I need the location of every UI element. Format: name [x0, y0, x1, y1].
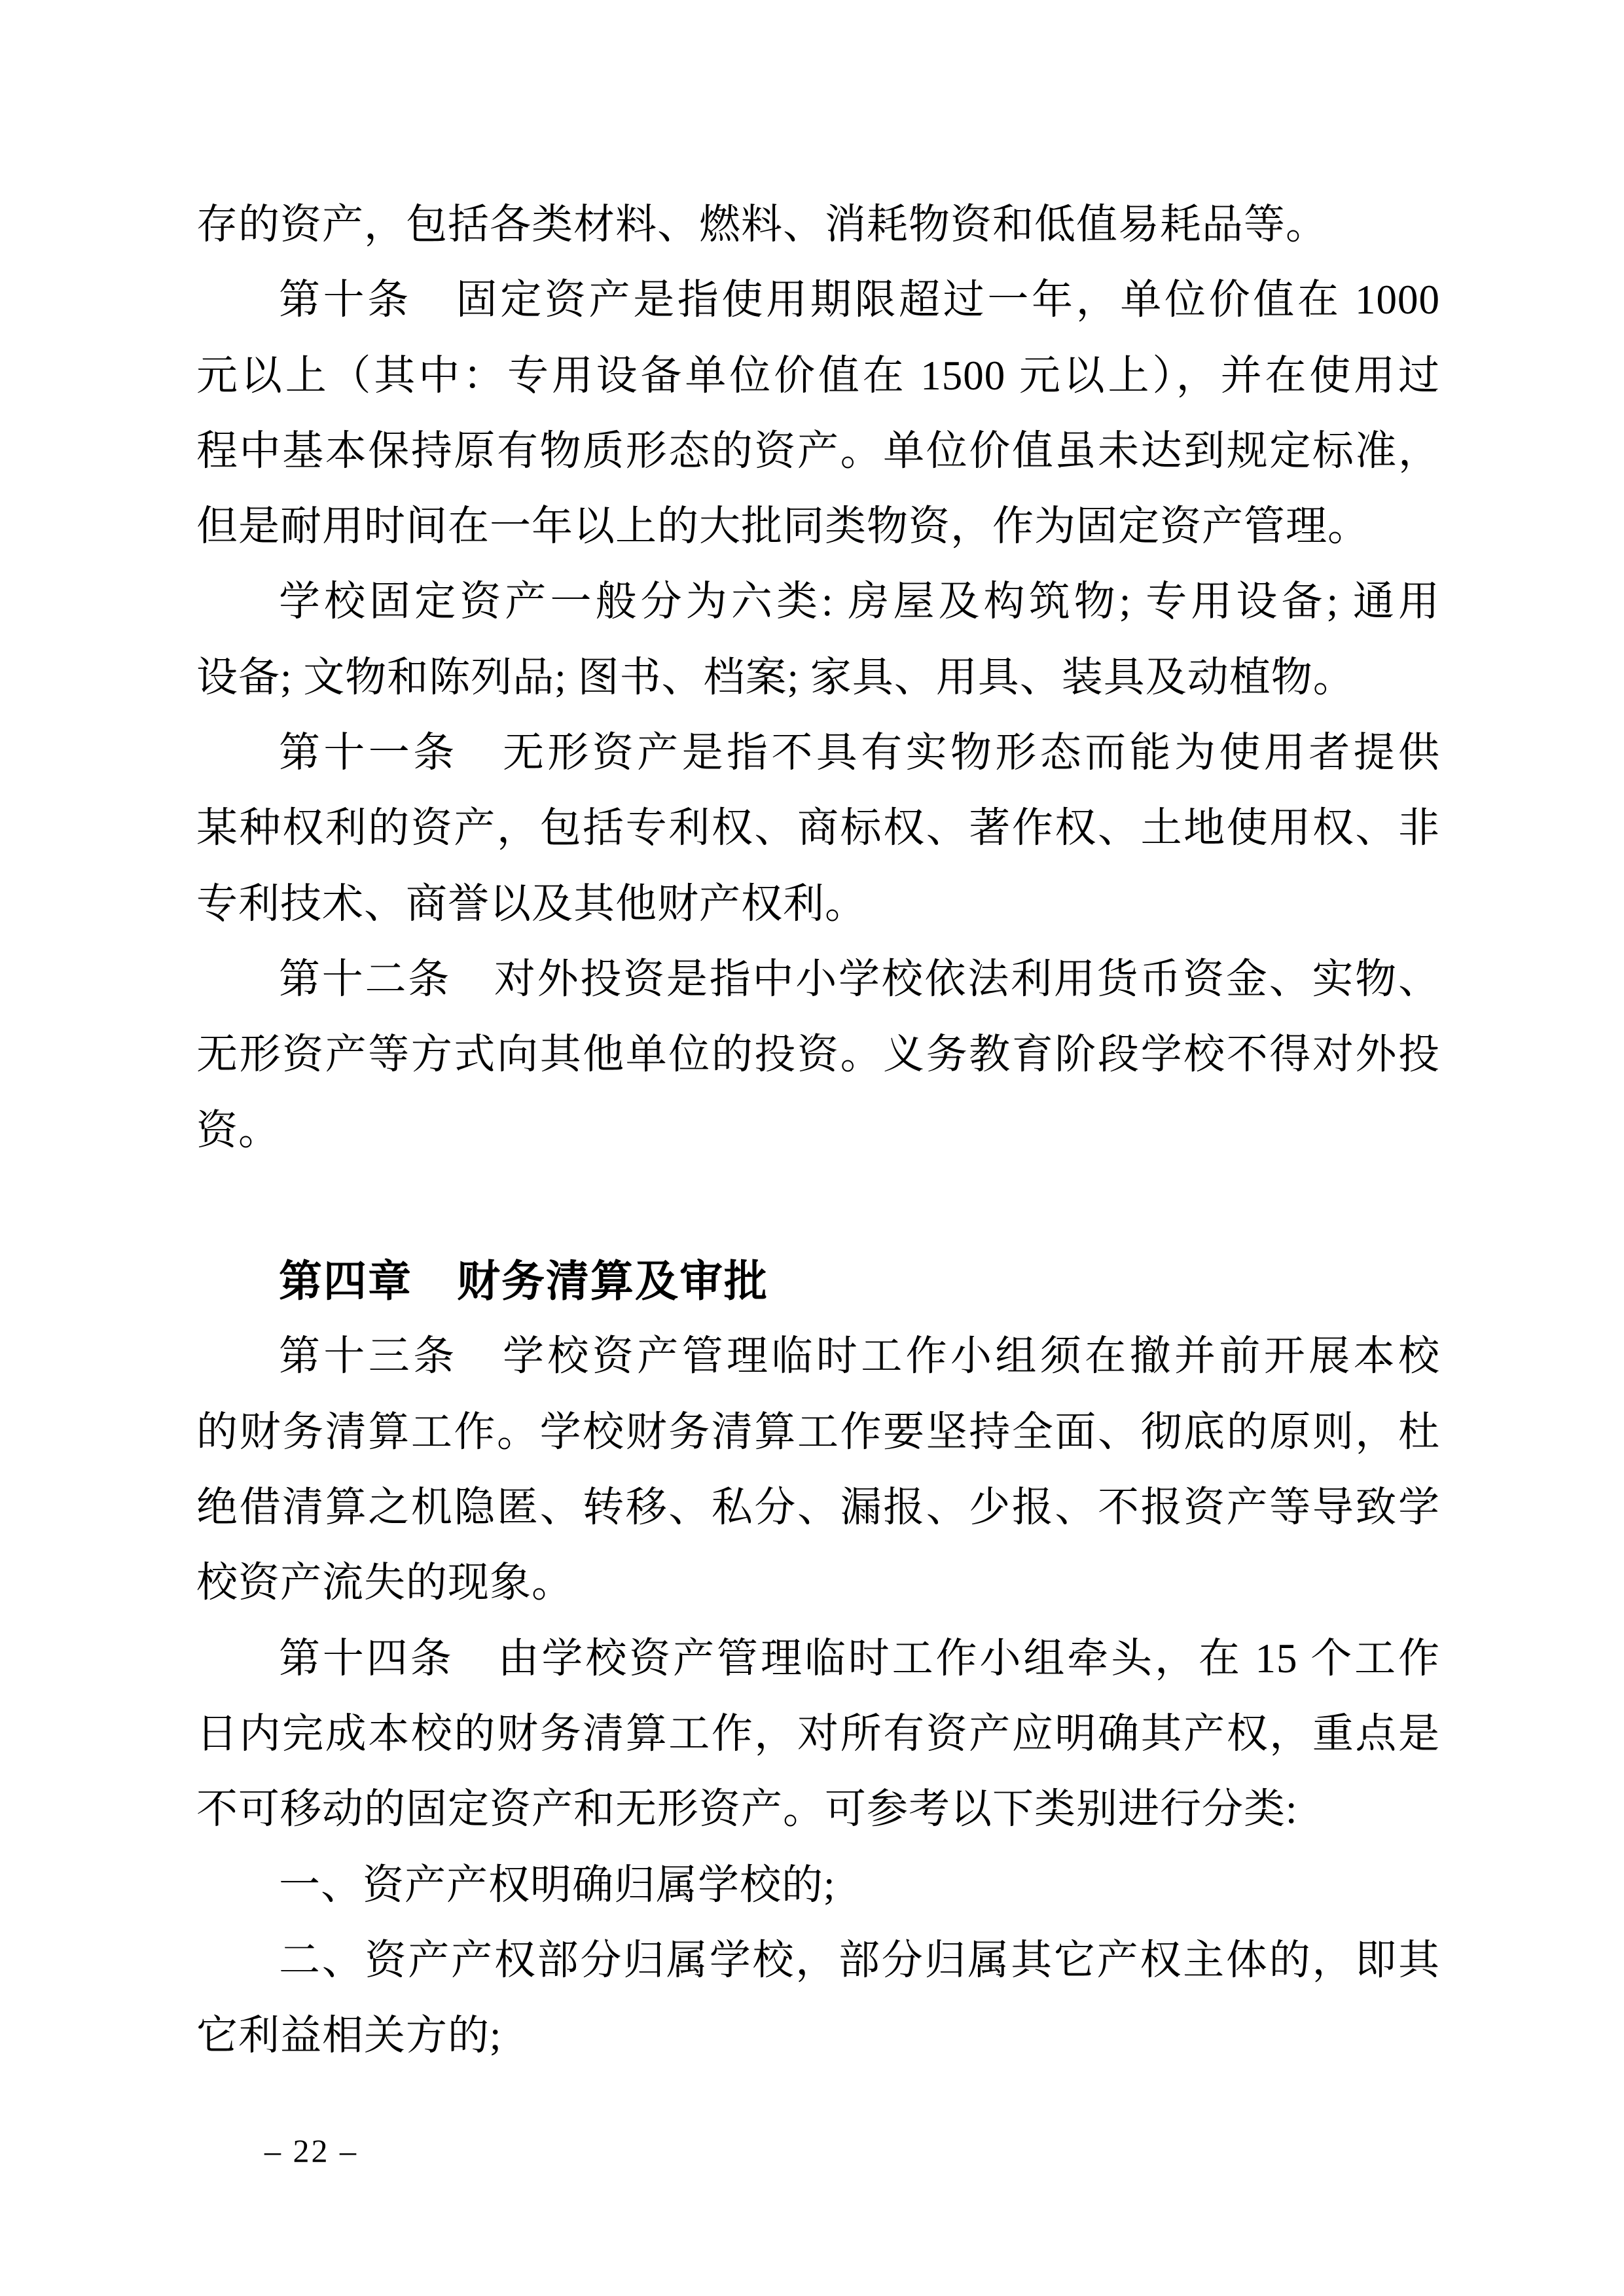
text-line: 存的资产，包括各类材料、燃料、消耗物资和低值易耗品等。: [196, 202, 1327, 247]
text-line: 程中基本保持原有物质形态的资产。单位价值虽未达到规定标准，: [196, 427, 1440, 474]
text-line: 第十二条 对外投资是指中小学校依法利用货币资金、实物、: [279, 956, 1440, 1002]
text-line: 但是耐用时间在一年以上的大批同类物资，作为固定资产管理。: [196, 503, 1369, 550]
text-line: 某种权利的资产，包括专利权、商标权、著作权、土地使用权、非: [196, 805, 1440, 852]
text-line: 它利益相关方的;: [196, 2013, 502, 2059]
page-number: – 22 –: [264, 2132, 358, 2169]
text-line: 一、资产产权明确归属学校的;: [279, 1861, 836, 1908]
text-line: 不可移动的固定资产和无形资产。可参考以下类别进行分类:: [196, 1786, 1298, 1833]
blank-line: [196, 1168, 1440, 1244]
text-line: 日内完成本校的财务清算工作，对所有资产应明确其产权，重点是: [196, 1710, 1440, 1757]
text-line: 元以上（其中：专用设备单位价值在 1500 元以上），并在使用过: [196, 352, 1440, 399]
text-line: 专利技术、商誉以及其他财产权利。: [196, 880, 867, 927]
text-line: 第十一条 无形资产是指不具有实物形态而能为使用者提供: [279, 730, 1440, 776]
text-line: 绝借清算之机隐匿、转移、私分、漏报、少报、不报资产等导致学: [196, 1484, 1440, 1531]
document-body: [196, 187, 1440, 2073]
text-line: 第十条 固定资产是指使用期限超过一年，单位价值在 1000: [279, 277, 1440, 323]
text-line: 的财务清算工作。学校财务清算工作要坚持全面、彻底的原则，杜: [196, 1408, 1440, 1455]
text-line: 无形资产等方式向其他单位的投资。义务教育阶段学校不得对外投: [196, 1031, 1440, 1078]
text-line: 设备; 文物和陈列品; 图书、档案; 家具、用具、装具及动植物。: [196, 654, 1355, 700]
text-line: 校资产流失的现象。: [196, 1560, 573, 1606]
text-line: 二、资产产权部分归属学校，部分归属其它产权主体的，即其: [279, 1937, 1440, 1983]
text-line: 第十三条 学校资产管理临时工作小组须在撤并前开展本校: [279, 1333, 1440, 1380]
text-line: 学校固定资产一般分为六类: 房屋及构筑物; 专用设备; 通用: [279, 579, 1440, 625]
chapter-heading: 第四章 财务清算及审批: [279, 1257, 768, 1306]
text-line: 资。: [196, 1107, 280, 1153]
text-line: 第十四条 由学校资产管理临时工作小组牵头，在 15 个工作: [279, 1635, 1440, 1681]
